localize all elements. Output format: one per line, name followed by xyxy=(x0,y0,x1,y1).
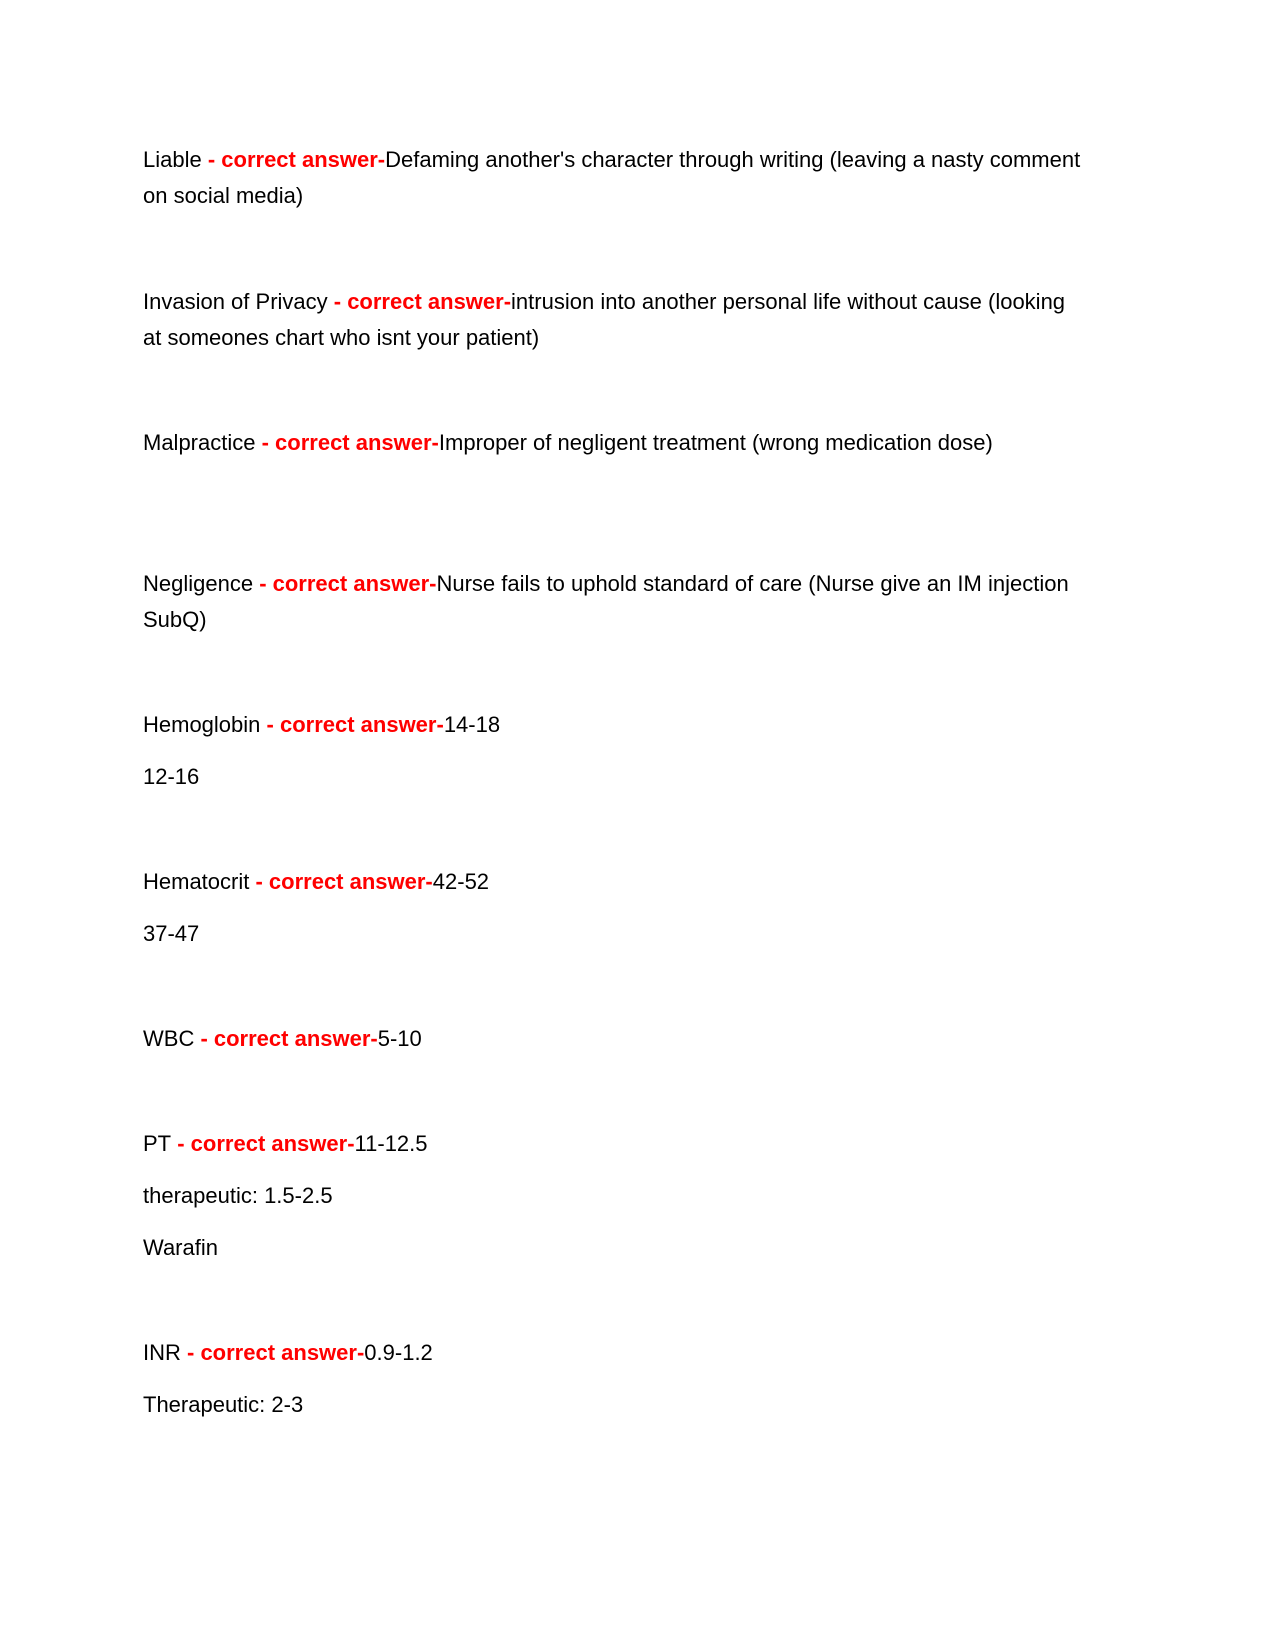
entry-answer: intrusion into another personal life without cause (looking at someones chart who isnt your patient) xyxy=(143,289,1066,350)
flashcard-entry xyxy=(143,1021,1083,1057)
entry-answer: 11-12.5 xyxy=(354,1131,428,1156)
correct-answer-label: - correct answer- xyxy=(253,571,437,596)
flashcard-entry xyxy=(143,864,1083,952)
flashcard-entry xyxy=(143,284,1083,356)
entry-answer: 5-10 xyxy=(377,1026,422,1051)
entry-term: Liable xyxy=(143,147,202,172)
correct-answer-label: - correct answer- xyxy=(171,1131,355,1156)
flashcard-entry xyxy=(143,142,1083,214)
entry-term: INR xyxy=(143,1340,181,1365)
correct-answer-label: - correct answer- xyxy=(260,712,444,737)
flashcard-entry xyxy=(143,707,1083,795)
entry-term: Negligence xyxy=(143,571,254,596)
correct-answer-label: - correct answer- xyxy=(249,869,433,894)
entry-term: Hemoglobin xyxy=(143,712,261,737)
entry-extra-line: 37-47 xyxy=(143,921,200,946)
entry-answer: 42-52 xyxy=(432,869,490,894)
entry-extra-line: Warafin xyxy=(143,1235,218,1260)
correct-answer-label: - correct answer- xyxy=(327,289,512,314)
flashcard-entry xyxy=(143,566,1083,638)
entry-term: Malpractice xyxy=(143,430,256,455)
correct-answer-label: - correct answer- xyxy=(180,1340,365,1365)
entry-extra-line: Therapeutic: 2-3 xyxy=(143,1392,304,1417)
entry-answer: Nurse fails to uphold standard of care (Nurse give an IM injection SubQ) xyxy=(143,571,1069,632)
correct-answer-label: - correct answer- xyxy=(201,147,386,172)
flashcard-entry xyxy=(143,1126,1083,1266)
entry-answer: Improper of negligent treatment (wrong medication dose) xyxy=(438,430,993,455)
entry-answer: 0.9-1.2 xyxy=(364,1340,433,1365)
entry-extra-line: 12-16 xyxy=(143,764,200,789)
entry-extra-line: therapeutic: 1.5-2.5 xyxy=(143,1183,333,1208)
entry-term: Hematocrit xyxy=(143,869,250,894)
entry-term: Invasion of Privacy xyxy=(143,289,328,314)
entry-answer: Defaming another's character through writing (leaving a nasty comment on social media) xyxy=(143,147,1081,208)
correct-answer-label: - correct answer- xyxy=(194,1026,378,1051)
flashcard-entry xyxy=(143,425,1083,461)
entry-answer: 14-18 xyxy=(443,712,501,737)
entry-term: PT xyxy=(143,1131,172,1156)
entry-term: WBC xyxy=(143,1026,195,1051)
correct-answer-label: - correct answer- xyxy=(255,430,439,455)
flashcard-entry xyxy=(143,1335,1083,1423)
